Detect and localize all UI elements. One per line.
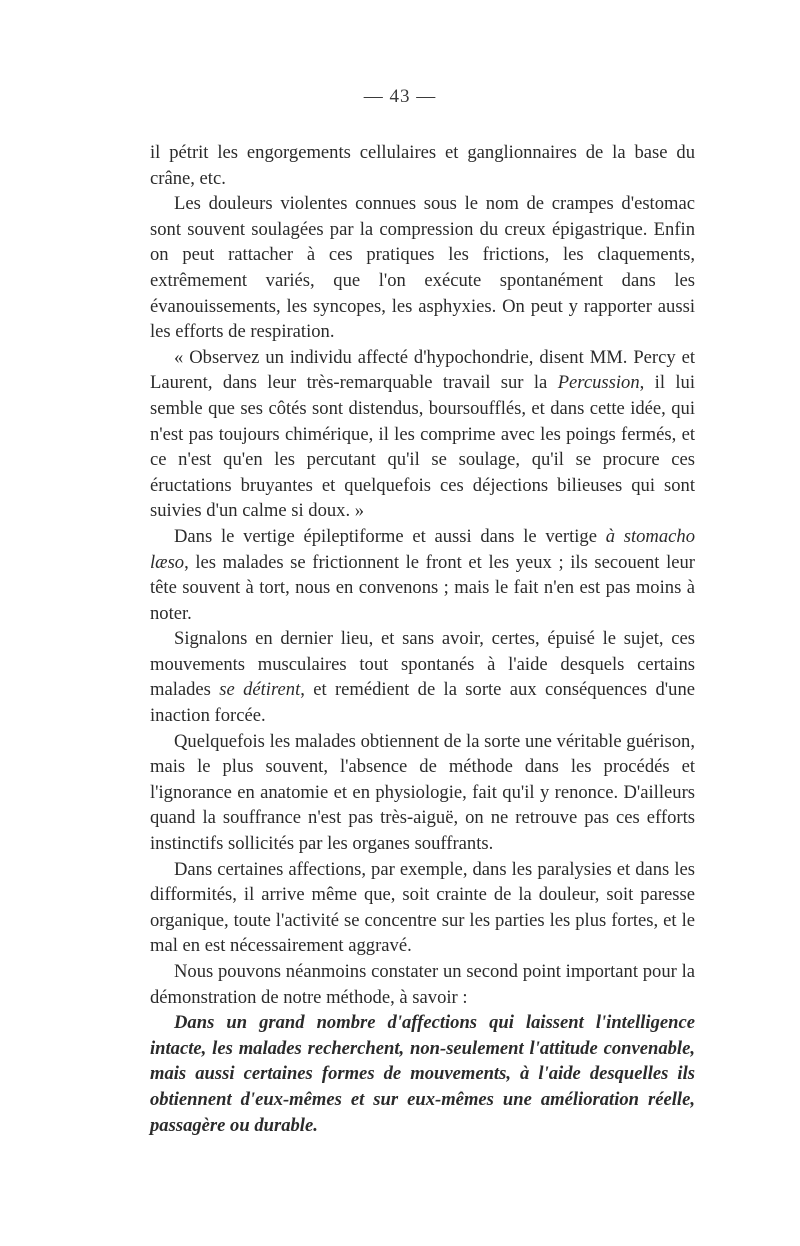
paragraph-5-text-b: , et remédient de la sorte aux conséquences d'une inaction forcée. — [150, 679, 695, 727]
paragraph-5 — [150, 626, 695, 728]
paragraph-4-emphasis: à stomacho læso — [150, 525, 695, 573]
page-number: — 43 — — [363, 86, 437, 107]
paragraph-3-emphasis: Percussion — [557, 372, 640, 394]
paragraph-6: Quelquefois les malades obtiennent de la sorte une véritable guérison, mais le plus souvent, l'absence de méthode dans les procédés et l'ignorance en anatomie et en physiologie, fait qu'il y renonce. D'ailleurs quand la souffrance n'est pas très-aiguë, on ne retrouve pas ces efforts instinctifs sollicités par les organes souffrants. — [150, 730, 695, 855]
paragraph-8: Nous pouvons néanmoins constater un second point important pour la démonstration de notre méthode, à savoir : — [150, 961, 695, 1008]
paragraph-3 — [150, 345, 695, 524]
paragraph-5-text-a: Signalons en dernier lieu, et sans avoir, certes, épuisé le sujet, ces mouvements musculaires tout spontanés à l'aide desquels certains malades — [150, 628, 695, 701]
paragraph-9-conclusion: Dans un grand nombre d'affections qui laissent l'intelligence intacte, les malades recherchent, non-seulement l'attitude convenable, mais aussi certaines formes de mouvements, à l'aide desquelles ils obtiennent d'eux-mêmes et sur eux-mêmes une amélioration réelle, passagère ou durable. — [150, 1012, 695, 1136]
paragraph-7: Dans certaines affections, par exemple, dans les paralysies et dans les difformités, il arrive même que, soit crainte de la douleur, soit paresse organique, toute l'activité se concentre sur les parties les plus fortes, et le mal en est nécessairement aggravé. — [150, 858, 695, 957]
paragraph-1: il pétrit les engorgements cellulaires et ganglionnaires de la base du crâne, etc. — [150, 142, 695, 189]
paragraph-4-text-b: , les malades se frictionnent le front et les yeux ; ils secouent leur tête souvent à tort, nous en convenons ; mais le fait n'en est pas moins à noter. — [150, 551, 695, 624]
body-text — [150, 140, 695, 1138]
paragraph-2: Les douleurs violentes connues sous le nom de crampes d'estomac sont souvent soulagées par la compression du creux épigastrique. Enfin on peut rattacher à ces pratiques les frictions, les claquements, extrêmement variés, que l'on exécute spontanément dans les évanouissements, les syncopes, les asphyxies. On peut y rapporter aussi les efforts de respiration. — [150, 193, 695, 343]
paragraph-4 — [150, 524, 695, 626]
paragraph-5-emphasis: se détirent — [219, 679, 301, 701]
paragraph-3-text-a: « Observez un individu affecté d'hypochondrie, disent MM. Percy et Laurent, dans leur très-remarquable travail sur la — [150, 346, 695, 394]
paragraph-3-text-b: , il lui semble que ses côtés sont distendus, boursoufflés, et dans cette idée, qui n'est pas toujours chimérique, il les comprime avec les poings fermés, et ce n'est qu'en les percutant qu'il se soulage, qu'il se procure ces éructations bruyantes et quelquefois ces déjections bilieuses qui sont suivies d'un calme si doux. » — [150, 372, 696, 522]
paragraph-4-text-a: Dans le vertige épileptiforme et aussi dans le vertige — [174, 525, 606, 547]
